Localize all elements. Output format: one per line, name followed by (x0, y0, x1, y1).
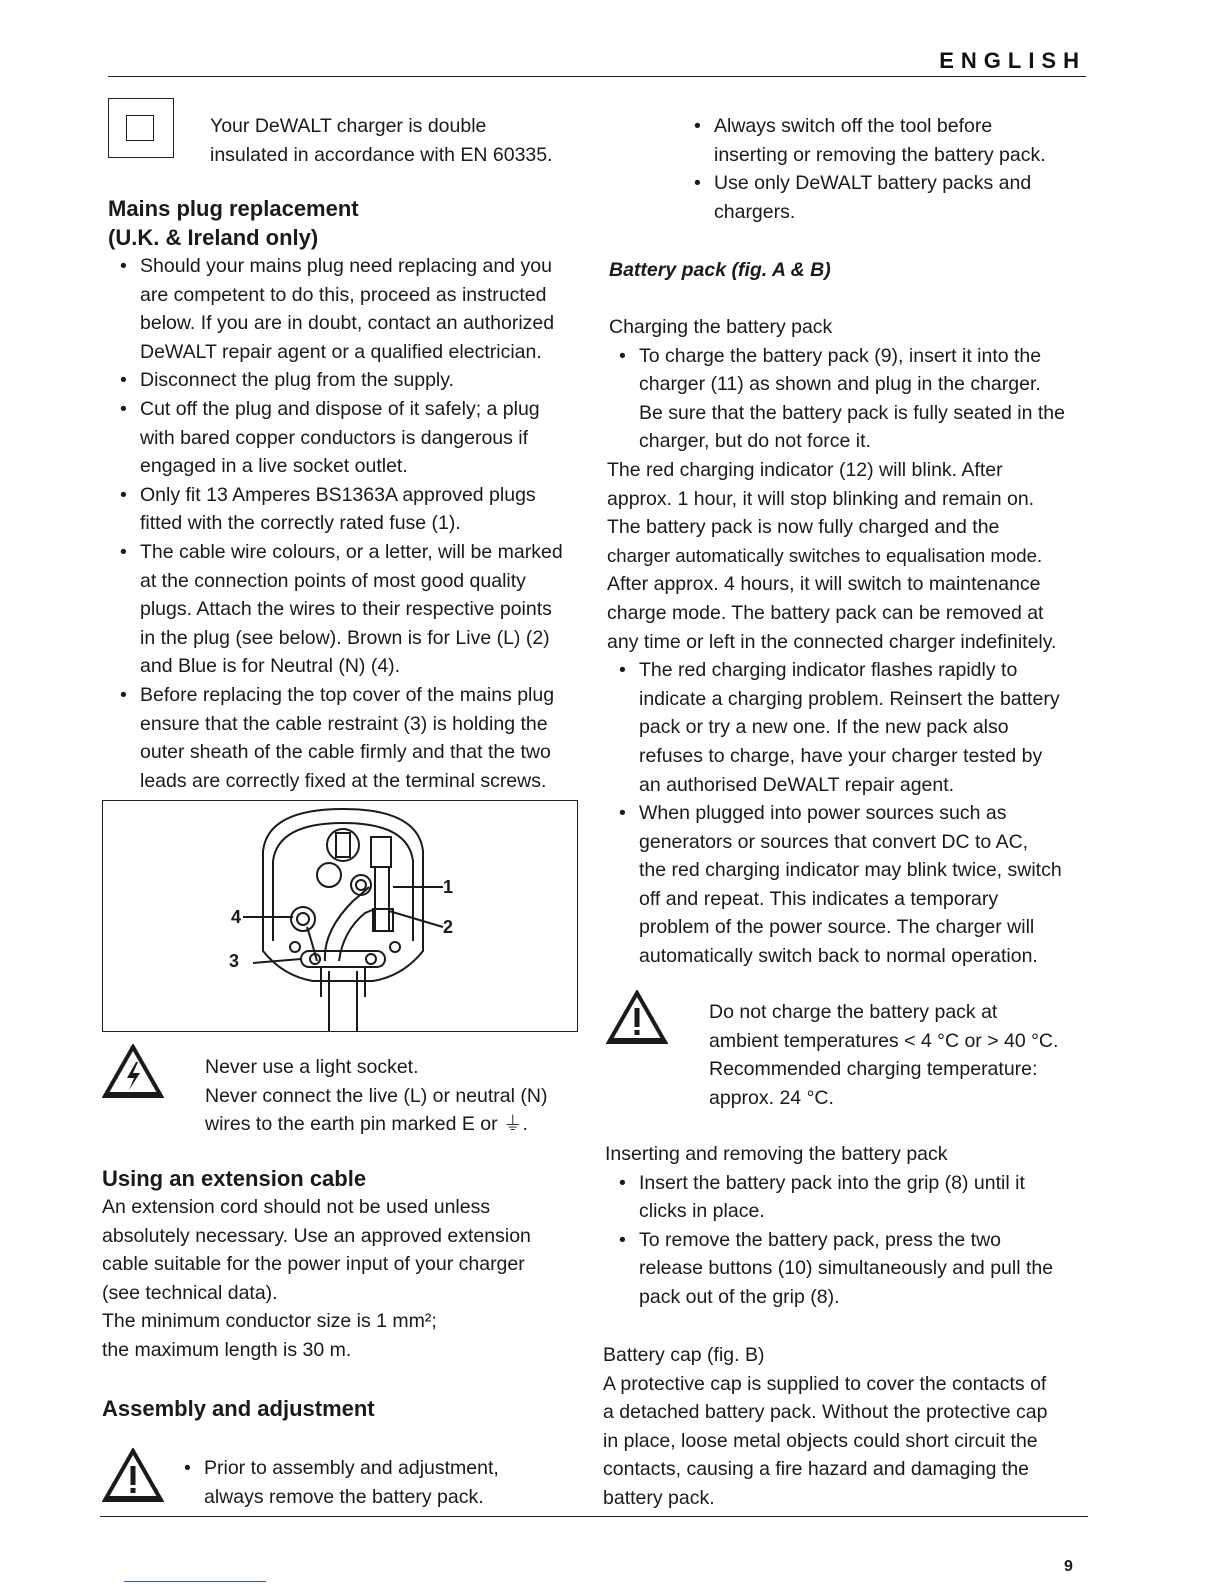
list-item: • Cut off the plug and dispose of it safely; a plug with bared copper conductors is dangerous if engaged in a live socket outlet. (114, 395, 588, 481)
inserting-subheading: Inserting and removing the battery pack (605, 1143, 948, 1165)
paragraph-line: a detached battery pack. Without the protective cap (603, 1401, 1048, 1424)
paragraph-line: contacts, causing a fire hazard and damaging the (603, 1458, 1030, 1481)
temperature-warning-icon (606, 990, 668, 1046)
mains-plug-subheading: (U.K. & Ireland only) (108, 225, 319, 250)
list-item: • Disconnect the plug from the supply. (114, 366, 588, 395)
warning-line: Recommended charging temperature: (709, 1058, 1038, 1081)
double-insulation-note (210, 112, 610, 169)
extension-heading: Using an extension cable (102, 1166, 367, 1191)
list-item: • To remove the battery pack, press the two release buttons (10) simultaneously and pull the pack out of the grip (8). (613, 1226, 1095, 1312)
figure-label-4: 4 (231, 907, 242, 927)
list-item: • Before replacing the top cover of the mains plug ensure that the cable restraint (3) is holding the outer sheath of the cable firmly and that the two leads are correctly fixed at the terminal screws. (114, 681, 588, 795)
list-item: • To charge the battery pack (9), insert it into the charger (11) as shown and plug in the charger. Be sure that the battery pack is fully seated in the charger, but do not force it. (613, 342, 1089, 456)
list-item: • The red charging indicator flashes rapidly to indicate a charging problem. Reinsert the battery pack or try a new one. If the new pack also refuses to charge, have your charger tested by an authorised DeWALT repair agent. (613, 656, 1089, 799)
paragraph-line: absolutely necessary. Use an approved extension (102, 1224, 531, 1247)
charging-paragraph: The red charging indicator (12) will blink. After approx. 1 hour, it will stop blinking and remain on. The battery pack is now fully charged and the charger automatically switches to equalisation mode. After approx. 4 hours, it will switch to maintenance charge mode. The battery pack can be removed at any time or left in the connected charger indefinitely. (607, 458, 1057, 653)
extension-cable-section (102, 1164, 582, 1365)
plug-diagram (103, 801, 577, 1031)
list-item: • The cable wire colours, or a letter, will be marked at the connection points of most good quality plugs. Attach the wires to their respective points in the plug (see below). Brown is for Live (L) (2) and Blue is for Neutral (N) (4). (114, 538, 588, 681)
paragraph-line: in place, loose metal objects could short circuit the (603, 1429, 1038, 1452)
battery-pack-heading: Battery pack (fig. A & B) (609, 259, 831, 281)
charging-subheading: Charging the battery pack (609, 316, 833, 338)
paragraph-line: The minimum conductor size is 1 mm²; (102, 1310, 437, 1333)
figure-label-2: 2 (443, 917, 454, 937)
plug-wiring-figure (102, 800, 578, 1032)
paragraph-line: the maximum length is 30 m. (102, 1338, 352, 1361)
battery-pack-section (609, 256, 1089, 285)
assembly-heading: Assembly and adjustment (102, 1396, 375, 1421)
list-item: • Always switch off the tool before inserting or removing the battery pack. (688, 112, 1108, 169)
warning-line: ambient temperatures < 4 °C or > 40 °C. (709, 1029, 1059, 1052)
list-item: • Only fit 13 Amperes BS1363A approved plugs fitted with the correctly rated fuse (1). (114, 481, 588, 538)
mains-plug-bullets (114, 252, 588, 795)
header-rule (108, 76, 1086, 77)
language-header: ENGLISH (939, 48, 1086, 73)
temperature-warning (709, 998, 1099, 1112)
caution-warning-icon (102, 1448, 164, 1504)
mains-plug-section (108, 194, 588, 795)
electric-warning-icon (102, 1044, 164, 1100)
list-item: • When plugged into power sources such as generators or sources that convert DC to AC, the red charging indicator may blink twice, switch off and repeat. This indicates a temporary problem of the power source. The charger will automatically switch back to normal operation. (613, 799, 1089, 971)
battery-cap-section (603, 1341, 1093, 1513)
figure-label-3: 3 (229, 951, 240, 971)
assembly-section (102, 1394, 582, 1423)
paragraph-line: cable suitable for the power input of your charger (102, 1253, 525, 1276)
list-item: • Prior to assembly and adjustment, always remove the battery pack. (178, 1454, 578, 1511)
footer-mark (124, 1581, 266, 1582)
list-item: • Should your mains plug need replacing and you are competent to do this, proceed as instructed below. If you are in doubt, contact an authorized DeWALT repair agent or a qualified electrician. (114, 252, 588, 366)
warning-line: Never use a light socket. (205, 1056, 419, 1078)
footer-rule (100, 1516, 1088, 1517)
list-item: • Use only DeWALT battery packs and chargers. (688, 169, 1108, 226)
list-item: • Insert the battery pack into the grip (8) until it clicks in place. (613, 1169, 1095, 1226)
battery-cap-subheading: Battery cap (fig. B) (603, 1344, 765, 1366)
paragraph-line: battery pack. (603, 1486, 715, 1509)
double-insulation-line: insulated in accordance with EN 60335. (210, 143, 553, 166)
mains-plug-heading: Mains plug replacement (108, 196, 359, 221)
inserting-section (605, 1140, 1095, 1312)
double-insulation-icon (108, 98, 174, 158)
charging-section (609, 313, 1089, 971)
warning-line: wires to the earth pin marked E or ⏚. (205, 1113, 528, 1136)
assembly-note (178, 1454, 578, 1511)
paragraph-line: (see technical data). (102, 1281, 278, 1304)
warning-line: Never connect the live (L) or neutral (N) (205, 1084, 548, 1107)
warning-line: Do not charge the battery pack at (709, 1001, 998, 1023)
warning-line: approx. 24 °C. (709, 1086, 834, 1109)
double-insulation-line: Your DeWALT charger is double (210, 115, 487, 137)
paragraph-line: A protective cap is supplied to cover the contacts of (603, 1372, 1047, 1395)
paragraph-line: An extension cord should not be used unless (102, 1196, 491, 1218)
light-socket-warning (205, 1053, 585, 1139)
top-right-bullets (688, 112, 1108, 226)
figure-label-1: 1 (443, 877, 454, 897)
page-number: 9 (1064, 1558, 1073, 1575)
